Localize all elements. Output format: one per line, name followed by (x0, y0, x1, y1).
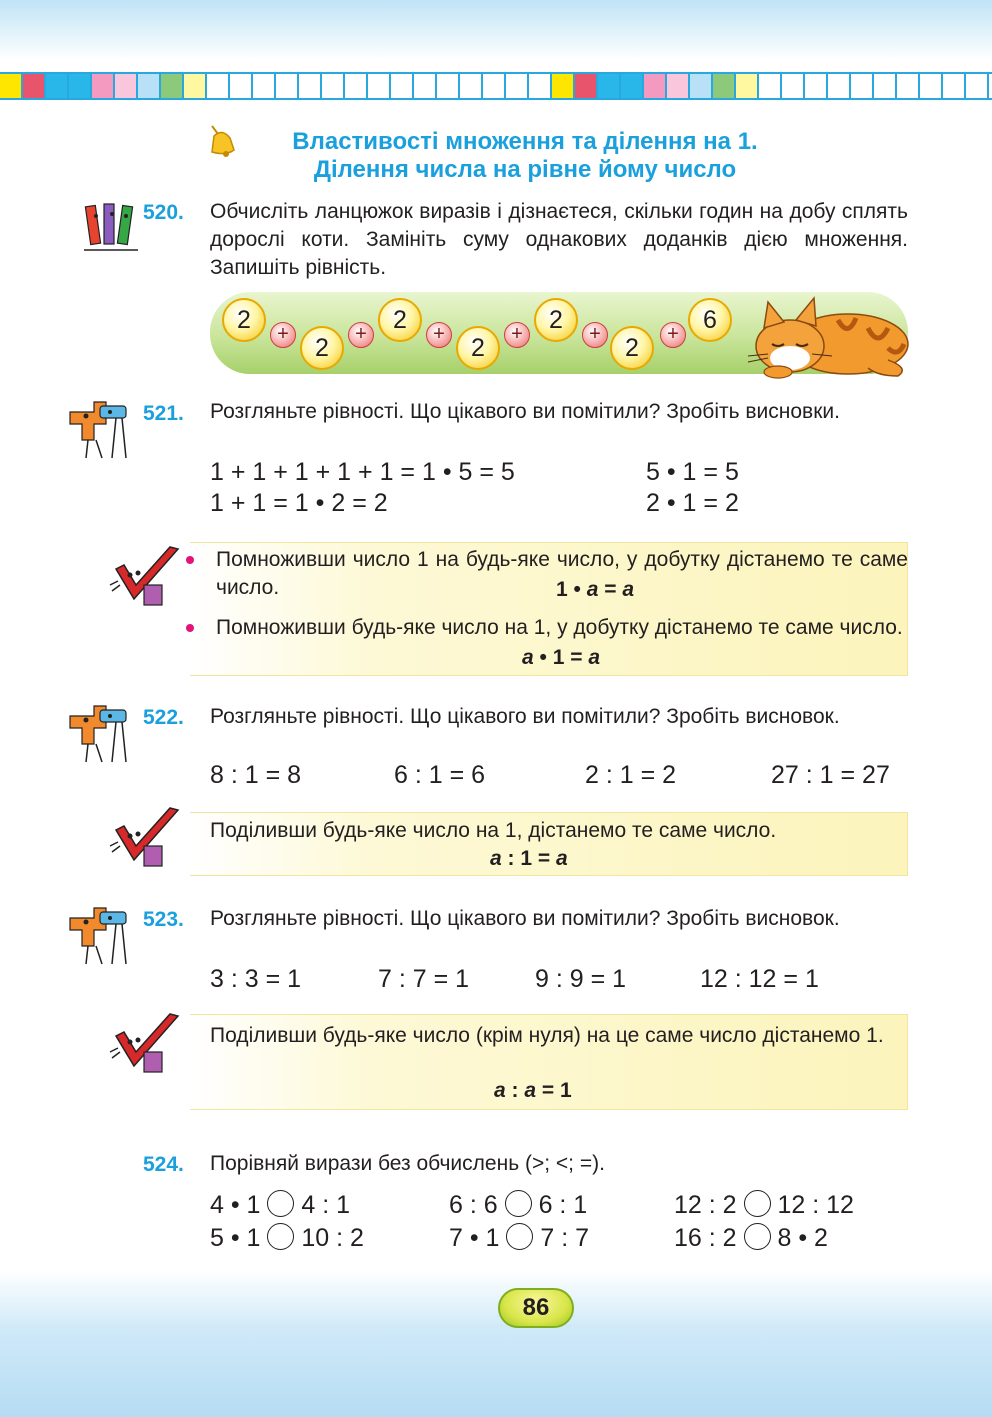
strip-cell (644, 74, 667, 98)
exercise-520-text: Обчисліть ланцюжок виразів і дізнаєтеся, скільки годин на добу сплять дорослі коти. Замініть суму однакових доданків дією множення. Запишіть рівність. (210, 200, 908, 279)
equation: 3 : 3 = 1 (210, 965, 302, 993)
strip-cell (69, 74, 92, 98)
plus-sign: + (348, 322, 374, 348)
compare-circle[interactable] (744, 1190, 771, 1217)
comparison: 12 : 2 12 : 12 (674, 1191, 854, 1219)
strip-cell (345, 74, 368, 98)
strip-cell (851, 74, 874, 98)
strip-cell (805, 74, 828, 98)
lesson-title (210, 128, 840, 184)
compare-circle[interactable] (267, 1190, 294, 1217)
rule-text: Поділивши будь-яке число (крім нуля) на це саме число дістанемо 1. (210, 1024, 884, 1047)
compare-circle[interactable] (506, 1223, 533, 1250)
strip-cell (184, 74, 207, 98)
comparison: 6 : 6 6 : 1 (449, 1191, 588, 1219)
strip-cell (828, 74, 851, 98)
page-number: 86 (498, 1288, 574, 1328)
equation: 1 + 1 = 1 • 2 = 2 (210, 489, 388, 517)
comparison: 16 : 2 8 • 2 (674, 1224, 828, 1252)
strip-cell (322, 74, 345, 98)
strip-cell (782, 74, 805, 98)
strip-cell (276, 74, 299, 98)
equation: 7 : 7 = 1 (378, 965, 470, 993)
plus-sign: + (426, 322, 452, 348)
plus-minus-characters-icon (66, 704, 138, 768)
strip-cell (874, 74, 897, 98)
strip-cell (391, 74, 414, 98)
exercise-523-text: Розгляньте рівності. Що цікавого ви помітили? Зробіть висновок. (210, 907, 840, 930)
checkmark-character-icon (108, 806, 184, 870)
rule-formula: a • 1 = a (522, 646, 601, 669)
exercise-524-number: 524. (143, 1153, 184, 1176)
sleeping-cat-icon (738, 288, 910, 380)
chain-number: 2 (534, 298, 578, 342)
equation: 9 : 9 = 1 (535, 965, 627, 993)
rule-formula: a : 1 = a (490, 847, 568, 870)
strip-cell (621, 74, 644, 98)
chain-number: 2 (300, 326, 344, 370)
comparison: 5 • 1 10 : 2 (210, 1224, 364, 1252)
strip-cell (920, 74, 943, 98)
rule-text: Помноживши будь-яке число на 1, у добутку дістанемо те саме число. (216, 616, 903, 639)
header-color-strip (0, 72, 992, 100)
plus-sign: + (270, 322, 296, 348)
lesson-title-line1: Властивості множення та ділення на 1. (292, 128, 758, 155)
equation: 2 • 1 = 2 (646, 489, 739, 517)
strip-cell (230, 74, 253, 98)
exercise-524-text: Порівняй вирази без обчислень (>; <; =). (210, 1152, 605, 1175)
rule-formula: a : a = 1 (494, 1079, 572, 1102)
plus-minus-characters-icon (66, 906, 138, 970)
comparison: 4 • 1 4 : 1 (210, 1191, 351, 1219)
strip-cell (736, 74, 759, 98)
plus-sign: + (660, 322, 686, 348)
bullet-dot (186, 556, 194, 564)
chain-number: 2 (456, 326, 500, 370)
exercise-522-text: Розгляньте рівності. Що цікавого ви помітили? Зробіть висновок. (210, 705, 840, 728)
equation: 2 : 1 = 2 (585, 761, 677, 789)
chain-number: 2 (610, 326, 654, 370)
equation: 8 : 1 = 8 (210, 761, 302, 789)
chain-number: 2 (222, 298, 266, 342)
strip-cell (46, 74, 69, 98)
strip-cell (598, 74, 621, 98)
exercise-522-number: 522. (143, 706, 184, 729)
compare-circle[interactable] (505, 1190, 532, 1217)
strip-cell (667, 74, 690, 98)
strip-cell (483, 74, 506, 98)
strip-cell (414, 74, 437, 98)
strip-cell (759, 74, 782, 98)
bullet-dot (186, 624, 194, 632)
plus-sign: + (582, 322, 608, 348)
exercise-521-number: 521. (143, 402, 184, 425)
plus-sign: + (504, 322, 530, 348)
strip-cell (138, 74, 161, 98)
strip-cell (713, 74, 736, 98)
strip-cell (368, 74, 391, 98)
equation: 27 : 1 = 27 (771, 761, 890, 789)
strip-cell (460, 74, 483, 98)
exercise-523-number: 523. (143, 908, 184, 931)
strip-cell (0, 74, 23, 98)
chain-number: 2 (378, 298, 422, 342)
strip-cell (92, 74, 115, 98)
comparison: 7 • 1 7 : 7 (449, 1224, 590, 1252)
strip-cell (299, 74, 322, 98)
rule-formula: 1 • a = a (556, 578, 635, 601)
strip-cell (253, 74, 276, 98)
strip-cell (207, 74, 230, 98)
strip-cell (575, 74, 598, 98)
equation: 5 • 1 = 5 (646, 458, 739, 486)
strip-cell (897, 74, 920, 98)
strip-cell (437, 74, 460, 98)
exercise-521-text: Розгляньте рівності. Що цікавого ви помітили? Зробіть висновки. (210, 400, 840, 423)
equation: 6 : 1 = 6 (394, 761, 486, 789)
checkmark-character-icon (108, 545, 184, 609)
strip-cell (690, 74, 713, 98)
equation: 12 : 12 = 1 (700, 965, 819, 993)
strip-cell (552, 74, 575, 98)
equation: 1 + 1 + 1 + 1 + 1 = 1 • 5 = 5 (210, 458, 515, 486)
strip-cell (943, 74, 966, 98)
exercise-520-number: 520. (143, 201, 184, 224)
compare-circle[interactable] (744, 1223, 771, 1250)
rule-text: Помноживши число 1 на будь-яке число, у добутку дістанемо те саме число. (216, 548, 908, 599)
checkmark-character-icon (108, 1012, 184, 1076)
chain-result: 6 (688, 298, 732, 342)
pencils-icon (82, 200, 140, 254)
strip-cell (506, 74, 529, 98)
rule-text: Поділивши будь-яке число на 1, дістанемо те саме число. (210, 819, 777, 842)
strip-cell (23, 74, 46, 98)
strip-cell (115, 74, 138, 98)
compare-circle[interactable] (267, 1223, 294, 1250)
addition-chain-banner (210, 292, 908, 374)
plus-minus-characters-icon (66, 400, 138, 464)
strip-cell (161, 74, 184, 98)
lesson-title-line2: Ділення числа на рівне йому число (313, 156, 737, 183)
strip-cell (966, 74, 989, 98)
strip-cell (529, 74, 552, 98)
